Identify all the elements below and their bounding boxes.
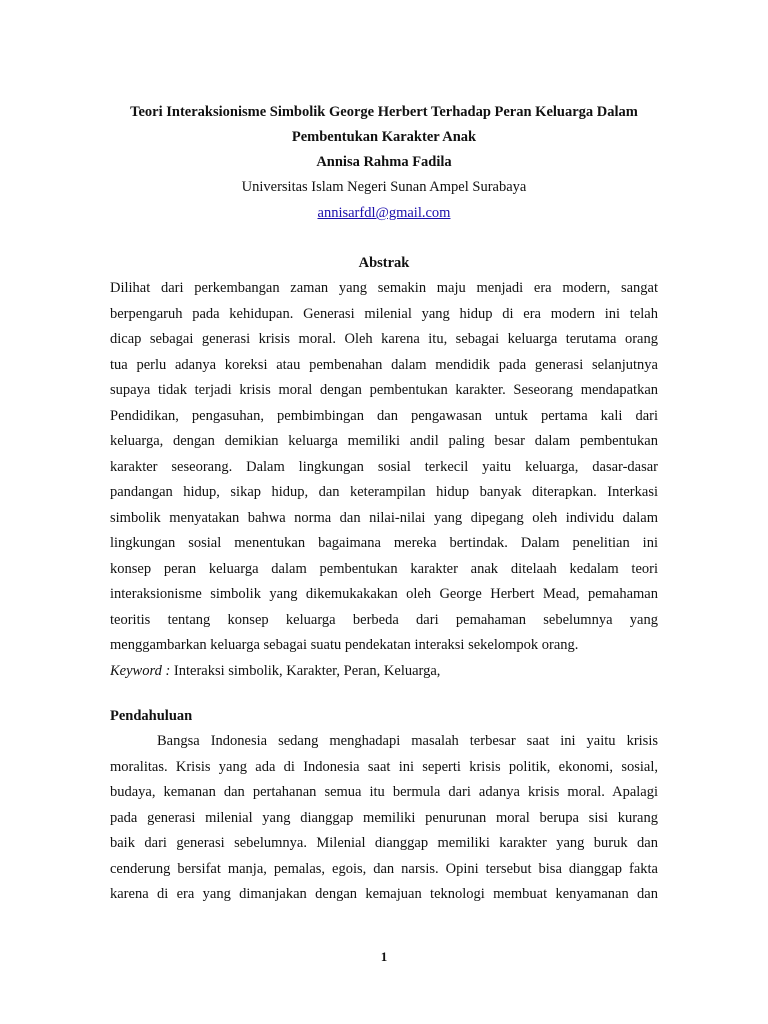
abstract-line: konsep peran keluarga dalam pembentukan karakter anak ditelaah kedalam teori [110,560,658,577]
author-email-wrapper [0,203,768,223]
abstract-line: karakter seseorang. Dalam lingkungan sosial terkecil yaitu keluarga, dasar-dasar [110,458,658,475]
abstract-line: pandangan hidup, sikap hidup, dan keterampilan hidup banyak diterapkan. Interkasi [110,484,658,500]
abstract-line: lingkungan sosial menentukan bagaimana mereka bertindak. Dalam penelitian ini [110,535,658,551]
paper-title-line-2: Pembentukan Karakter Anak [291,129,477,145]
abstract-line: Dilihat dari perkembangan zaman yang semakin maju menjadi era modern, sangat [110,280,658,296]
page-number: 1 [380,949,388,964]
abstract-line: dicap sebagai generasi krisis moral. Oleh karena itu, sebagai keluarga terutama orang [110,331,658,347]
abstract-heading: Abstrak [358,255,410,271]
author-affiliation: Universitas Islam Negeri Sunan Ampel Surabaya [241,179,527,195]
introduction-body [110,729,658,908]
author-name: Annisa Rahma Fadila [316,154,452,170]
keyword-label: Keyword : [110,662,171,679]
introduction-line: baik dari generasi sebelumnya. Milenial dianggap memiliki karakter yang buruk dan [110,835,658,851]
abstract-line: tua perlu adanya koreksi atau pembenahan dalam mendidik pada generasi selanjutnya [110,356,658,373]
introduction-line: pada generasi milenial yang dianggap memiliki penurunan moral berupa sisi kurang [110,809,658,826]
keywords-line [110,659,658,685]
abstract-line: supaya tidak terjadi krisis moral dengan pembentukan karakter. Seseorang mendapatkan [110,382,658,398]
abstract-line: teoritis tentang konsep keluarga berbeda dari pemahaman sebelumnya yang [110,611,658,628]
introduction-line: moralitas. Krisis yang ada di Indonesia saat ini seperti krisis politik, ekonomi, sosial, [110,758,658,775]
introduction-line: budaya, kemanan dan pertahanan semua itu bermula dari adanya krisis moral. Apalagi [110,784,658,800]
abstract-line: interaksionisme simbolik yang dikemukakakan oleh George Herbert Mead, pemahaman [110,586,658,602]
introduction-line: cenderung bersifat manja, pemalas, egois, dan narsis. Opini tersebut bisa dianggap fakta [110,860,658,877]
introduction-line: Bangsa Indonesia sedang menghadapi masalah terbesar saat ini yaitu krisis [157,733,658,749]
abstract-line: Pendidikan, pengasuhan, pembimbingan dan pengawasan untuk pertama kali dari [110,407,658,424]
abstract-line: keluarga, dengan demikian keluarga memiliki andil paling besar dalam pembentukan [110,433,658,449]
abstract-line: simbolik menyatakan bahwa norma dan nilai-nilai yang dipegang oleh individu dalam [110,509,658,526]
introduction-line: karena di era yang dimanjakan dengan kemajuan teknologi membuat kenyamanan dan [110,886,658,902]
introduction-heading: Pendahuluan [110,708,193,724]
abstract-body [110,276,658,684]
keyword-values: Interaksi simbolik, Karakter, Peran, Keluarga, [170,662,441,679]
abstract-line: menggambarkan keluarga sebagai suatu pendekatan interaksi sekelompok orang. [110,637,579,653]
author-email-link[interactable]: annisarfdl@gmail.com [317,205,451,221]
paper-title-line-1: Teori Interaksionisme Simbolik George Herbert Terhadap Peran Keluarga Dalam [130,104,638,120]
abstract-line: berpengaruh pada kehidupan. Generasi milenial yang hidup di era modern ini telah [110,305,658,322]
